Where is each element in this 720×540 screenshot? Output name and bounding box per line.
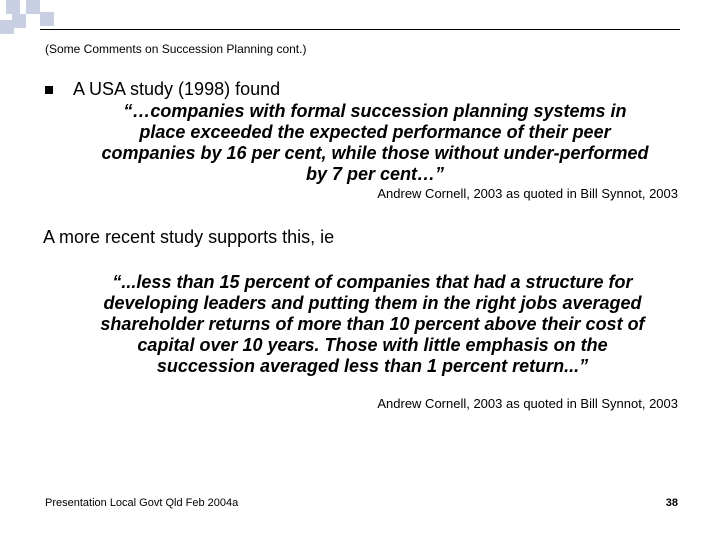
quote-line: shareholder returns of more than 10 percent above their cost of	[100, 314, 645, 334]
citation-1: Andrew Cornell, 2003 as quoted in Bill Synnot, 2003	[377, 186, 678, 201]
quote-line: “…companies with formal succession planning systems in	[123, 101, 627, 121]
quote-line: capital over 10 years. Those with little emphasis on the	[137, 335, 608, 355]
bullet-text: A USA study (1998) found	[73, 79, 281, 99]
quote-line: companies by 16 per cent, while those without under-performed	[101, 143, 649, 163]
square-bullet-icon	[45, 86, 53, 94]
header-rule	[40, 29, 680, 30]
quote-line: “...less than 15 percent of companies that had a structure for	[112, 272, 633, 292]
paragraph-text: A more recent study supports this, ie	[43, 227, 335, 247]
quote-block-2	[60, 272, 685, 377]
corner-decoration	[0, 0, 60, 40]
quote-line: developing leaders and putting them in the right jobs averaged	[103, 293, 642, 313]
quote-block-1	[65, 101, 685, 185]
decoration-square	[12, 14, 26, 28]
decoration-square	[26, 0, 40, 14]
slide-subtitle: (Some Comments on Succession Planning cont.)	[45, 42, 307, 56]
footer-text: Presentation Local Govt Qld Feb 2004a	[45, 497, 239, 509]
quote-line: by 7 per cent…”	[305, 164, 445, 184]
decoration-square	[40, 12, 54, 26]
page-number: 38	[665, 497, 678, 509]
decoration-square	[6, 0, 20, 14]
decoration-square	[0, 20, 14, 34]
quote-line: succession averaged less than 1 percent return...”	[156, 356, 589, 376]
citation-2: Andrew Cornell, 2003 as quoted in Bill Synnot, 2003	[377, 396, 678, 411]
quote-line: place exceeded the expected performance of their peer	[139, 122, 611, 142]
